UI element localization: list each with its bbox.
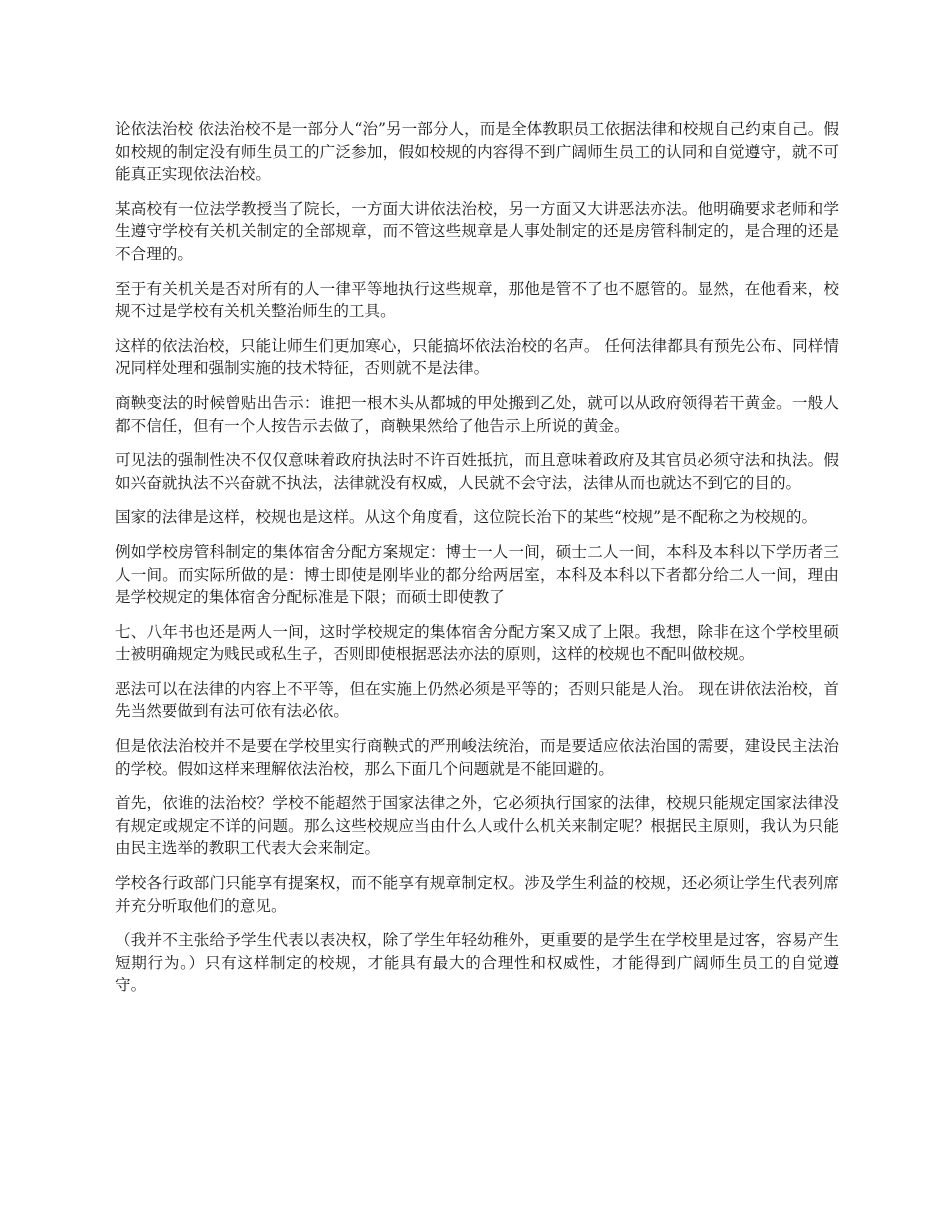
paragraph: 学校各行政部门只能享有提案权，而不能享有规章制定权。涉及学生利益的校规，还必须让学生代表列席并充分听取他们的意见。 [115,874,839,915]
paragraph: 这样的依法治校，只能让师生们更加寒心，只能搞坏依法治校的名声。 任何法律都具有预先公布、同样情况同样处理和强制实施的技术特征，否则就不是法律。 [115,336,839,378]
paragraph: 可见法的强制性决不仅仅意味着政府执法时不许百姓抵抗，而且意味着政府及其官员必须守法和执法。假如兴奋就执法不兴奋就不执法，法律就没有权威，人民就不会守法，法律从而也就达不到它的目的。 [115,451,839,492]
paragraph: 某高校有一位法学教授当了院长，一方面大讲依法治校，另一方面又大讲恶法亦法。他明确要求老师和学生遵守学校有关机关制定的全部规章，而不管这些规章是人事处制定的还是房管科制定的，是合理的还是不合理的。 [115,199,839,263]
paragraph: 例如学校房管科制定的集体宿舍分配方案规定：博士一人一间，硕士二人一间，本科及本科以下学历者三人一间。而实际所做的是：博士即使是刚毕业的都分给两居室，本科及本科以下者都分给二人一间，理由是学校规定的集体宿舍分配标准是下限；而硕士即使教了 [115,542,839,607]
document-body [115,118,839,1009]
paragraph: 恶法可以在法律的内容上不平等，但在实施上仍然必须是平等的；否则只能是人治。 现在讲依法治校，首先当然要做到有法可依有法必依。 [115,679,839,721]
paragraph: 七、八年书也还是两人一间，这时学校规定的集体宿舍分配方案又成了上限。我想，除非在这个学校里硕士被明确规定为贱民或私生子，否则即使根据恶法亦法的原则，这样的校规也不配叫做校规。 [115,622,839,664]
paragraph: 国家的法律是这样，校规也是这样。从这个角度看，这位院长治下的某些“校规”是不配称之为校规的。 [115,508,818,527]
paragraph: 但是依法治校并不是要在学校里实行商鞅式的严刑峻法统治，而是要适应依法治国的需要，建设民主法治的学校。假如这样来理解依法治校，那么下面几个问题就是不能回避的。 [115,737,839,778]
paragraph: 至于有关机关是否对所有的人一律平等地执行这些规章，那他是管不了也不愿管的。显然，在他看来，校规不过是学校有关机关整治师生的工具。 [115,279,839,321]
paragraph: 首先，依谁的法治校？学校不能超然于国家法律之外，它必须执行国家的法律，校规只能规定国家法律没有规定或规定不详的问题。那么这些校规应当由什么人或什么机关来制定呢？根据民主原则，我认为只能由民主选举的教职工代表大会来制定。 [115,794,839,858]
paragraph: （我并不主张给予学生代表以表决权，除了学生年轻幼稚外，更重要的是学生在学校里是过客，容易产生短期行为。）只有这样制定的校规，才能具有最大的合理性和权威性，才能得到广阔师生员工的自觉遵守。 [115,931,839,995]
paragraph: 商鞅变法的时候曾贴出告示：谁把一根木头从都城的甲处搬到乙处，就可以从政府领得若干黄金。一般人都不信任，但有一个人按告示去做了，商鞅果然给了他告示上所说的黄金。 [115,393,839,435]
paragraph: 论依法治校 依法治校不是一部分人“治”另一部分人，而是全体教职员工依据法律和校规自己约束自己。假如校规的制定没有师生员工的广泛参加，假如校规的内容得不到广阔师生员工的认同和自觉遵守，就不可能真正实现依法治校。 [115,120,839,184]
